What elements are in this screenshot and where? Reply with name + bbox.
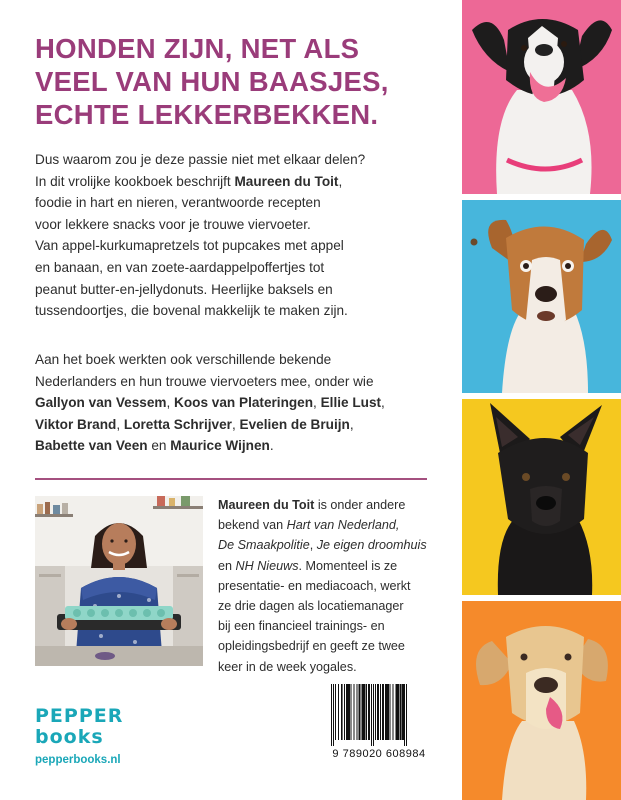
barcode-bar <box>333 684 334 746</box>
text-line: Viktor Brand, Loretta Schrijver, Evelien de Bruijn, <box>35 416 354 432</box>
text-line: Aan het boek werkten ook verschillende bekende <box>35 352 332 367</box>
text-line: Maureen du Toit is onder andere <box>218 498 406 512</box>
show-title: Je eigen droomhuis <box>316 538 427 553</box>
show-title: Hart van Nederland, <box>286 518 400 533</box>
barcode-bars <box>327 684 431 746</box>
text-line: bij een financieel trainings- en <box>218 619 385 634</box>
contributors-paragraph <box>35 349 445 457</box>
barcode-bar <box>341 684 343 740</box>
text-line: ze drie dagen als locatiemanager <box>218 599 404 614</box>
contributor-name: Maurice Wijnen <box>170 438 270 454</box>
contributor-name: Koos van Plateringen <box>174 395 314 411</box>
section-divider <box>35 478 427 480</box>
barcode-bar <box>371 684 372 746</box>
text-line: en NH Nieuws. Momenteel is ze <box>218 558 398 573</box>
isbn-number: 9 789020 608984 <box>332 748 426 760</box>
text-line: In dit vrolijke kookboek beschrijft Maureen du Toit, <box>35 173 343 189</box>
barcode-bar <box>373 684 374 746</box>
author-photo <box>35 496 203 666</box>
text-line: foodie in hart en nieren, verantwoorde recepten <box>35 195 321 211</box>
text-line: Babette van Veen en Maurice Wijnen. <box>35 438 274 454</box>
text-line: Nederlanders en hun trouwe viervoeters mee, onder wie <box>35 373 374 389</box>
publisher-logo <box>35 706 123 766</box>
contributor-name: Gallyon van Vessem <box>35 395 167 411</box>
dog-photo-pink <box>462 0 621 194</box>
dog-illustration <box>462 200 621 393</box>
headline-line: HONDEN ZIJN, NET ALS <box>35 33 360 64</box>
text-line: peanut butter-en-jellydonuts. Heerlijke baksels en <box>35 281 333 297</box>
publisher-logo-line1: PEPPER <box>35 705 124 727</box>
barcode-bar <box>398 684 400 740</box>
dog-illustration <box>462 601 621 800</box>
barcode-bar <box>338 684 339 740</box>
barcode-bar <box>390 684 391 740</box>
author-photo-illustration <box>35 496 203 666</box>
contributor-name: Ellie Lust <box>320 395 382 411</box>
text-line: Dus waarom zou je deze passie niet met elkaar delen? <box>35 152 366 167</box>
barcode-bar <box>385 684 387 740</box>
contributor-name: Viktor Brand <box>35 416 117 432</box>
barcode-bar <box>393 684 394 740</box>
barcode-bar <box>366 684 367 740</box>
text-line: presentatie- en mediacoach, werkt <box>218 578 411 593</box>
barcode-bar <box>387 684 389 740</box>
barcode-bar <box>331 684 332 746</box>
author-name: Maureen du Toit <box>234 173 339 189</box>
dog-photo-yellow <box>462 399 621 595</box>
barcode-bar <box>335 684 336 740</box>
text-line: bekend van Hart van Nederland, <box>218 518 400 533</box>
barcode-bar <box>400 684 402 740</box>
barcode-bar <box>382 684 384 740</box>
barcode-bar <box>364 684 366 740</box>
intro-paragraph <box>35 149 445 322</box>
headline <box>35 32 435 131</box>
author-name: Maureen du Toit <box>218 498 315 512</box>
text-line: voor lekkere snacks voor je trouwe viervoeter. <box>35 216 311 232</box>
barcode-bar <box>380 684 381 740</box>
author-bio <box>218 495 428 677</box>
barcode-bar <box>354 684 355 740</box>
contributor-name: Babette van Veen <box>35 438 148 454</box>
headline-line: VEEL VAN HUN BAASJES, <box>35 66 389 97</box>
barcode-bar <box>344 684 345 740</box>
barcode-bar <box>348 684 350 740</box>
dog-photo-blue <box>462 200 621 393</box>
show-title: De Smaakpolitie <box>218 538 310 553</box>
text-line: opleidingsbedrijf en geeft ze twee <box>218 639 405 654</box>
text-line: De Smaakpolitie, Je eigen droomhuis <box>218 538 427 553</box>
barcode-bar <box>402 684 404 740</box>
text-line: tussendoortjes, die bovenal makkelijk te maken zijn. <box>35 303 348 319</box>
barcode-bar <box>375 684 376 740</box>
barcode-bar <box>368 684 370 740</box>
dog-illustration <box>462 0 621 194</box>
barcode-bar <box>359 684 361 740</box>
text-line: Van appel-kurkumapretzels tot pupcakes met appel <box>35 238 344 254</box>
show-title: NH Nieuws <box>235 558 299 573</box>
barcode-bar <box>404 684 405 746</box>
barcode-bar <box>357 684 358 740</box>
publisher-url: pepperbooks.nl <box>35 754 121 766</box>
barcode-bar <box>351 684 352 740</box>
publisher-logo-line2: books <box>35 726 104 748</box>
text-line: keer in de week yogales. <box>218 659 357 674</box>
barcode-bar <box>346 684 348 740</box>
barcode-bar <box>362 684 364 740</box>
barcode-bar <box>396 684 398 740</box>
barcode-bar <box>406 684 407 746</box>
headline-line: ECHTE LEKKERBEKKEN. <box>35 99 379 130</box>
text-line: en banaan, en van zoete-aardappelpoffertjes tot <box>35 259 325 275</box>
barcode-bar <box>377 684 379 740</box>
dog-illustration <box>462 399 621 595</box>
contributor-name: Loretta Schrijver <box>123 416 232 432</box>
text-line: Gallyon van Vessem, Koos van Plateringen, Ellie Lust, <box>35 395 385 411</box>
contributor-name: Evelien de Bruijn <box>239 416 350 432</box>
dog-photo-orange <box>462 601 621 800</box>
